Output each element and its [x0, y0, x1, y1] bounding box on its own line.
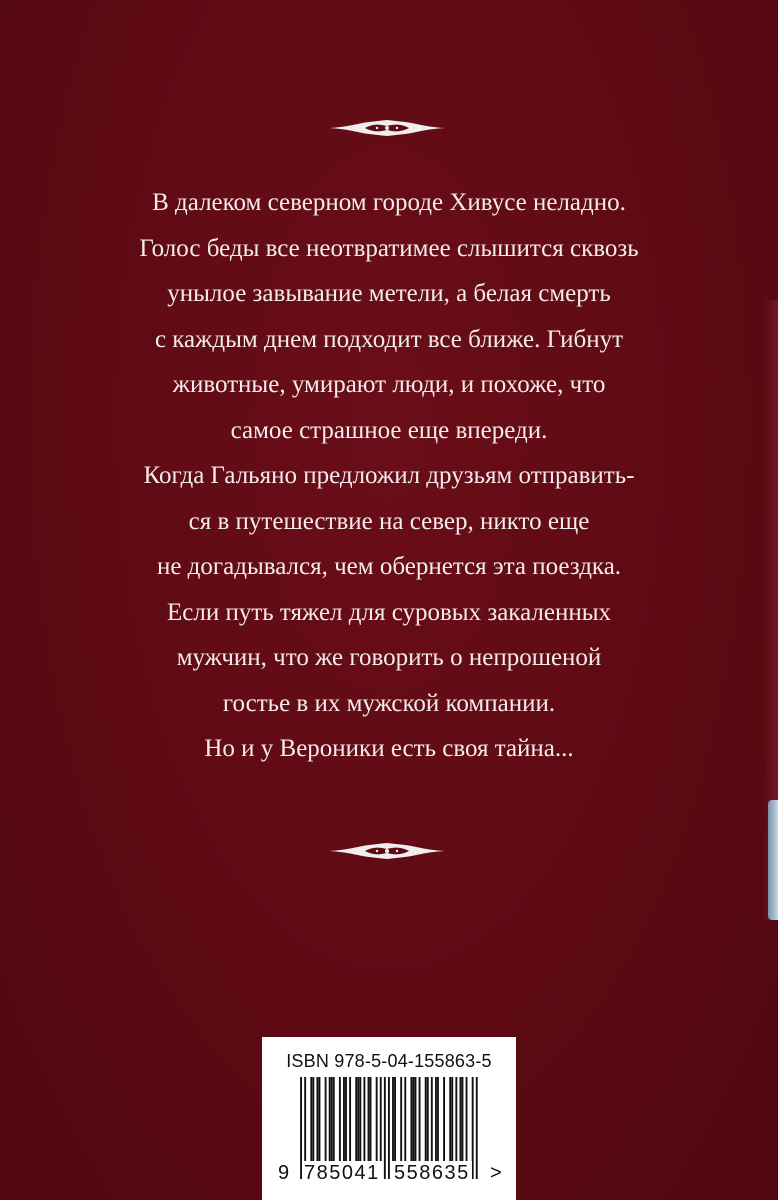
barcode-bar — [455, 1077, 457, 1163]
ornament-bottom-icon — [329, 843, 445, 859]
barcode-bar — [437, 1077, 439, 1163]
barcode-bar — [349, 1077, 351, 1163]
barcode-bar — [459, 1077, 461, 1163]
barcode-bar — [419, 1077, 421, 1163]
barcode-bar — [410, 1077, 412, 1163]
barcode-bar — [333, 1077, 335, 1163]
barcode-bar — [449, 1077, 451, 1163]
barcode-bar — [431, 1077, 433, 1163]
barcode-bar — [394, 1077, 396, 1163]
blurb-line: не догадывался, чем обернется эта поездка. — [156, 553, 622, 580]
blurb-line: Но и у Вероники есть своя тайна... — [204, 735, 574, 762]
barcode-bar — [345, 1077, 347, 1163]
spine-sliver — [768, 800, 778, 920]
barcode-bar — [412, 1077, 414, 1163]
barcode-box — [262, 1037, 516, 1200]
barcode-bar — [400, 1077, 402, 1163]
barcode-bar — [370, 1077, 372, 1163]
blurb-line: В далеком северном городе Хивусе неладно. — [152, 189, 626, 216]
blurb-line: Когда Гальяно предложил друзьям отправить- — [143, 462, 635, 489]
barcode-digits-left: 785041 — [304, 1162, 380, 1184]
blurb-line: животные, умирают люди, и похоже, что — [172, 371, 606, 398]
barcode-bar — [376, 1077, 378, 1163]
barcode-bar — [331, 1077, 333, 1163]
barcode-digit-first: 9 — [278, 1162, 290, 1184]
barcode-bar — [312, 1077, 314, 1163]
barcode-bar — [319, 1077, 321, 1163]
barcode-bar — [415, 1077, 417, 1163]
barcode-bar — [339, 1077, 341, 1163]
barcode-bar — [359, 1077, 361, 1163]
barcode-bar — [443, 1077, 445, 1163]
blurb-line: Голос беды все неотвратимее слышится сквозь — [139, 234, 639, 262]
isbn-label: ISBN 978-5-04-155863-5 — [286, 1051, 492, 1071]
barcode-bar — [476, 1077, 478, 1179]
barcode-bar — [329, 1077, 331, 1163]
barcode-bar — [462, 1077, 464, 1163]
barcode-quiet-zone-mark: > — [490, 1162, 502, 1184]
barcode-bar — [363, 1077, 365, 1163]
blurb-line: самое страшное еще впереди. — [230, 416, 548, 444]
barcode-bar — [425, 1077, 427, 1163]
barcode-bar — [404, 1077, 406, 1163]
barcode-bar — [343, 1077, 345, 1163]
barcode-bar — [472, 1077, 474, 1179]
blurb-line: ся в путешествие на север, никто еще — [188, 507, 590, 535]
ornament-top-icon — [329, 120, 445, 136]
blurb-line: мужчин, что же говорить о непрошеной — [176, 644, 602, 671]
blurb-line: с каждым днем подходит все ближе. Гибнут — [154, 325, 624, 353]
barcode-bar — [451, 1077, 453, 1163]
barcode-bar — [355, 1077, 357, 1163]
barcode-bar — [388, 1077, 390, 1179]
barcode-bar — [310, 1077, 312, 1163]
blurb-line: Если путь тяжел для суровых закаленных — [166, 598, 612, 626]
barcode-bar — [316, 1077, 318, 1163]
barcode-bar — [466, 1077, 468, 1163]
barcode-bar — [357, 1077, 359, 1163]
barcode-digits-right: 558635 — [394, 1162, 470, 1184]
barcode-bar — [384, 1077, 386, 1179]
barcode-bar — [392, 1077, 394, 1163]
barcode-bar — [380, 1077, 382, 1163]
barcode-bar — [427, 1077, 429, 1163]
barcode-bar — [368, 1077, 370, 1163]
blurb-line: унылое завывание метели, а белая смерть — [167, 280, 611, 307]
barcode-bar — [435, 1077, 437, 1163]
blurb-line: гостье в их мужской компании. — [222, 689, 556, 717]
blurb-text — [90, 180, 688, 772]
barcode-bar — [325, 1077, 327, 1163]
